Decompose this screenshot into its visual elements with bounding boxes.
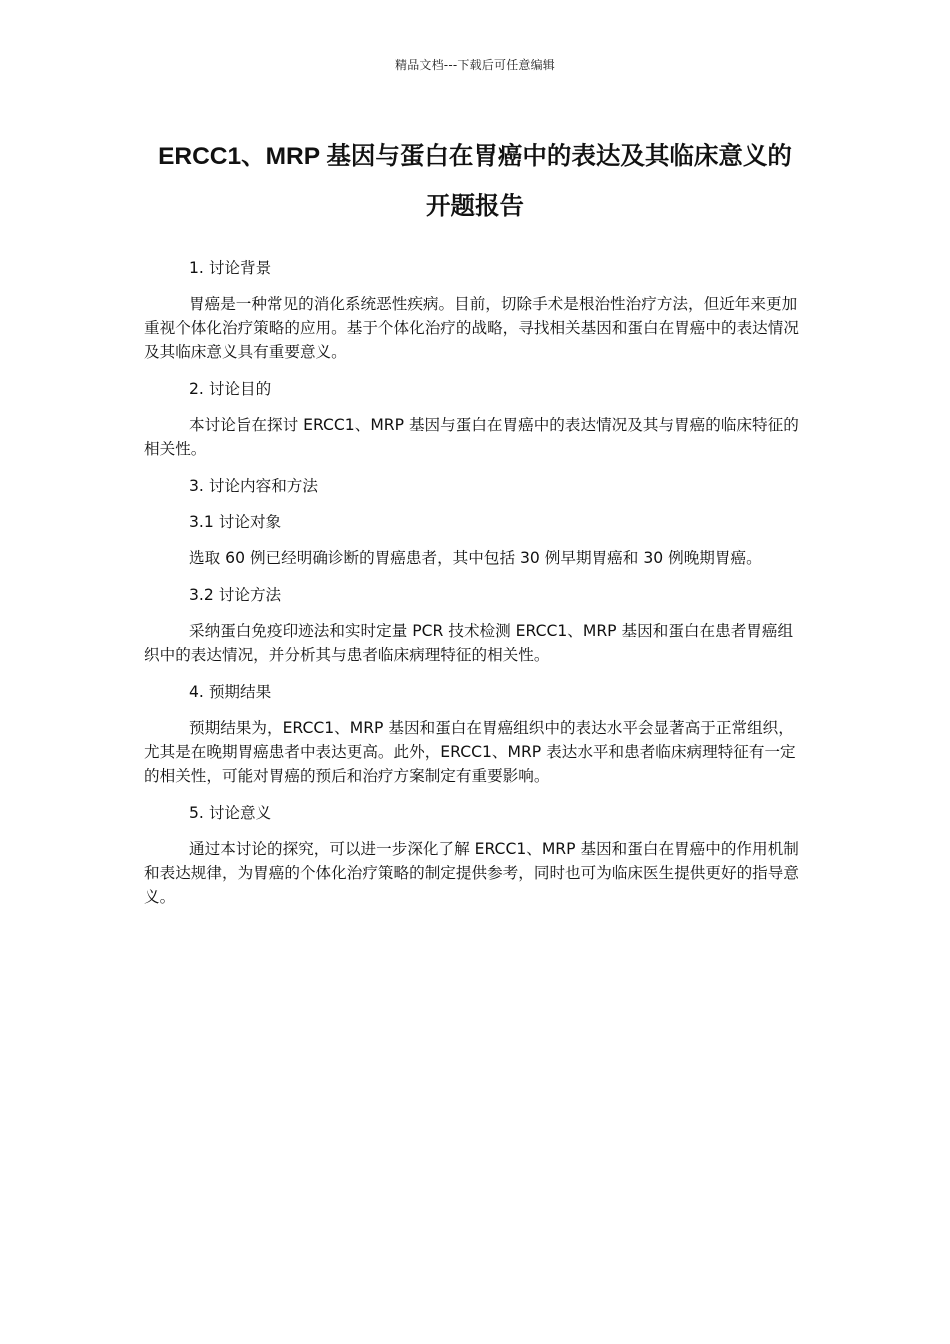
section-heading-significance: 5. 讨论意义 <box>189 804 272 822</box>
section-body-background: 胃癌是一种常见的消化系统恶性疾病。目前，切除手术是根治性治疗方法，但近年来更加重视个体化治疗策略的应用。基于个体化治疗的战略，寻找相关基因和蛋白在胃癌中的表达情况及其临床意义具有重要意义。 <box>144 295 799 361</box>
section-heading-expected-results: 4. 预期结果 <box>189 683 272 701</box>
section-heading-purpose: 2. 讨论目的 <box>189 380 272 398</box>
header-note: 精品文档---下载后可任意编辑 <box>395 58 555 72</box>
section-heading-methods: 3.2 讨论方法 <box>189 586 282 604</box>
section-heading-content-methods: 3. 讨论内容和方法 <box>189 477 318 495</box>
document-title <box>120 132 830 232</box>
section-body-significance: 通过本讨论的探究，可以进一步深化了解 ERCC1、MRP 基因和蛋白在胃癌中的作用机制和表达规律，为胃癌的个体化治疗策略的制定提供参考，同时也可为临床医生提供更好的指导意义。 <box>144 840 799 906</box>
section-heading-background: 1. 讨论背景 <box>189 259 272 277</box>
title-line-2: 开题报告 <box>426 193 524 220</box>
section-body-purpose: 本讨论旨在探讨 ERCC1、MRP 基因与蛋白在胃癌中的表达情况及其与胃癌的临床特征的相关性。 <box>144 416 799 458</box>
title-line-1: ERCC1、MRP 基因与蛋白在胃癌中的表达及其临床意义的 <box>158 143 792 170</box>
section-heading-subjects: 3.1 讨论对象 <box>189 513 282 531</box>
section-body-methods: 采纳蛋白免疫印迹法和实时定量 PCR 技术检测 ERCC1、MRP 基因和蛋白在患者胃癌组织中的表达情况，并分析其与患者临床病理特征的相关性。 <box>144 622 794 664</box>
section-body-expected-results: 预期结果为，ERCC1、MRP 基因和蛋白在胃癌组织中的表达水平会显著高于正常组织，尤其是在晚期胃癌患者中表达更高。此外，ERCC1、MRP 表达水平和患者临床病理特征有一定的相关性，可能对胃癌的预后和治疗方案制定有重要影响。 <box>144 719 796 785</box>
document-body <box>144 256 808 922</box>
section-body-subjects: 选取 60 例已经明确诊断的胃癌患者，其中包括 30 例早期胃癌和 30 例晚期胃癌。 <box>189 549 762 567</box>
